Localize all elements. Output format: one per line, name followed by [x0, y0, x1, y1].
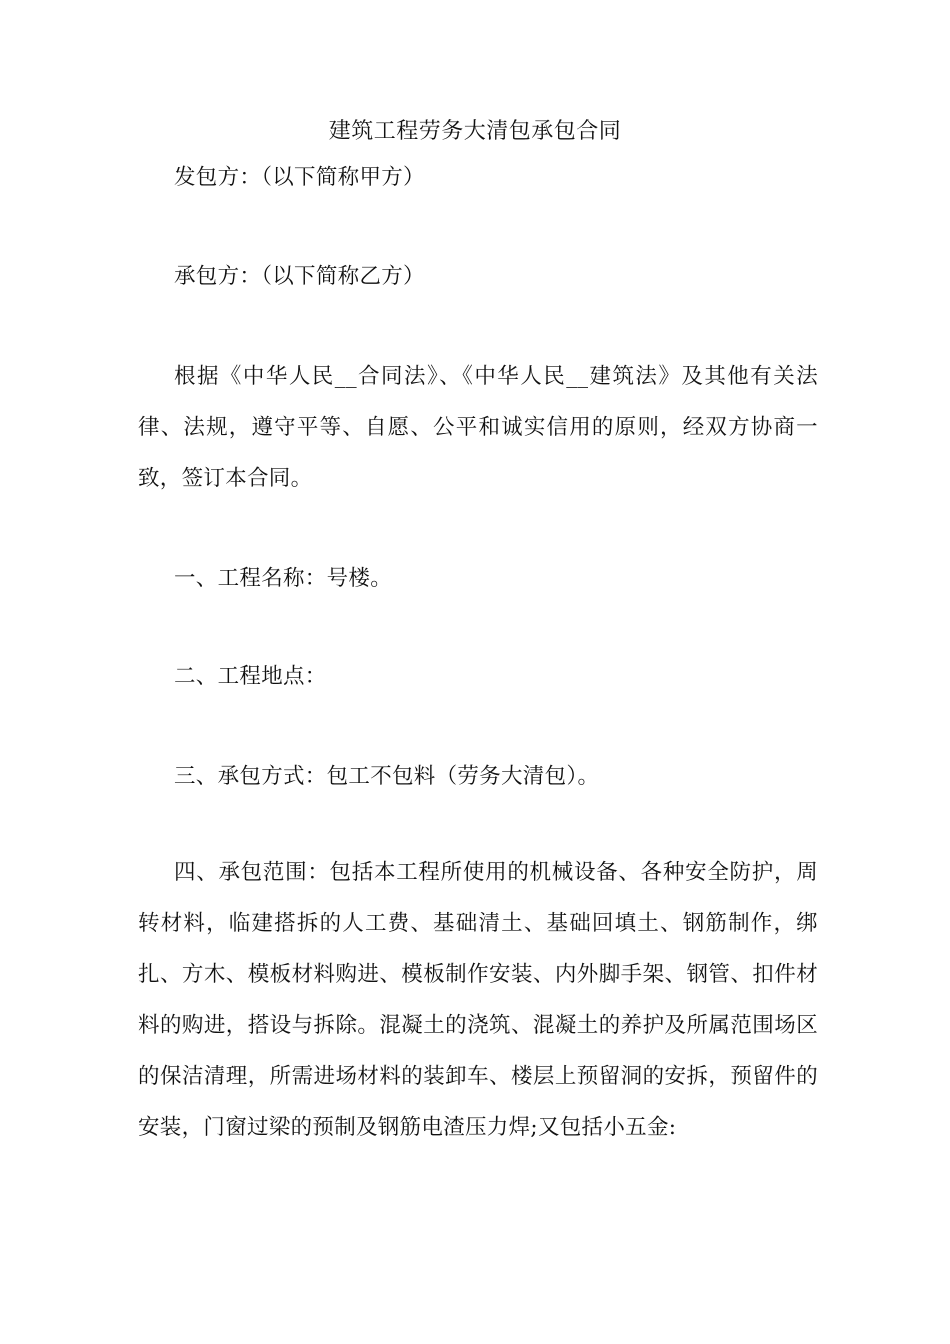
clause-project-name: 一、工程名称：号楼。: [174, 566, 393, 591]
document-title: 建筑工程劳务大清包承包合同: [328, 119, 622, 144]
preamble-paragraph: 根据《中华人民__合同法》、《中华人民__建筑法》及其他有关法律、法规，遵守平等、自愿、公平和诚实信用的原则，经双方协商一致，签订本合同。: [138, 364, 818, 491]
clause-contract-scope: 四、承包范围：包括本工程所使用的机械设备、各种安全防护，周转材料，临建搭拆的人工费、基础清土、基础回填土、钢筋制作，绑扎、方木、模板材料购进、模板制作安装、内外脚手架、钢管、扣件材料的购进，搭设与拆除。混凝土的浇筑、混凝土的养护及所属范围场区的保洁清理，所需进场材料的装卸车、楼层上预留洞的安拆，预留件的安装，门窗过梁的预制及钢筋电渣压力焊;又包括小五金:: [138, 860, 818, 1140]
clause-contract-mode: 三、承包方式：包工不包料（劳务大清包）。: [174, 764, 600, 789]
clause-project-location: 二、工程地点：: [174, 664, 327, 689]
party-a-line: 发包方：（以下简称甲方）: [174, 165, 425, 190]
party-b-line: 承包方：（以下简称乙方）: [174, 264, 425, 289]
